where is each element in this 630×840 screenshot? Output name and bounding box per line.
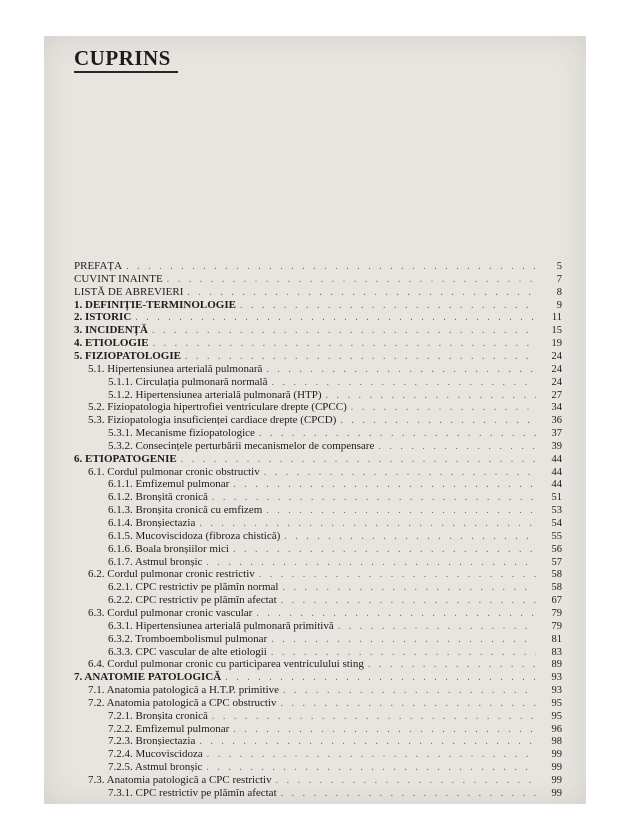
toc-entry-page-number: 67 [551,595,562,607]
dot-leader [282,582,536,593]
toc-entry-page-number: 44 [551,453,562,465]
toc-entry-title: 7.1. Anatomia patologică a H.T.P. primitive [88,684,280,697]
toc-entry-page-number: 9 [556,299,562,311]
dot-leader [266,505,536,516]
dot-leader [368,659,536,670]
toc-entry-page-number: 15 [551,325,562,337]
dot-leader [340,415,536,426]
dot-leader [378,441,536,452]
dot-leader [266,364,536,375]
toc-entry-page-number: 99 [551,787,562,799]
toc-entry-title: 6.4. Cordul pulmonar cronic cu participarea ventriculului sting [88,658,364,671]
toc-entry-page-number: 89 [551,659,562,671]
dot-leader [271,647,536,658]
table-of-contents [44,36,586,804]
toc-entry-page-number: 53 [551,505,562,517]
dot-leader [271,634,536,645]
toc-entry-page-number: 55 [551,530,562,542]
toc-entry-title: 3. INCIDENȚĂ [74,324,148,337]
dot-leader [206,557,536,568]
dot-leader [240,300,536,311]
toc-entry-title: PREFAȚA [74,260,123,272]
dot-leader [276,775,536,786]
toc-entry-title: 7. ANATOMIE PATOLOGICĂ [74,671,222,684]
toc-entry-title: 6.3.1. Hipertensiunea arterială pulmonară primitivă [108,619,334,632]
book-page [44,36,586,804]
toc-entry-page-number: 19 [551,338,562,350]
toc-entry-page-number: 99 [551,762,562,774]
dot-leader [281,788,536,799]
toc-entry-page-number: 36 [551,415,562,427]
dot-leader [338,621,536,632]
toc-entry-title: 6.3.3. CPC vascular de alte etiologii [108,645,267,658]
toc-entry-title: 5.3.2. Consecințele perturbării mecanismelor de compensare [108,439,375,452]
toc-entry-page-number: 83 [551,646,562,658]
dot-leader [281,595,536,606]
dot-leader [283,685,536,696]
toc-entry-title: 6.1.3. Bronșita cronică cu emfizem [108,504,263,517]
toc-entry-page-number: 24 [551,376,562,388]
toc-entry-page-number: 99 [551,749,562,761]
toc-entry-title: CUVINT INAINTE [74,272,163,285]
toc-entry-title: 5.1.2. Hipertensiunea arterială pulmonară (HTP) [108,388,322,401]
toc-entry-page-number: 81 [551,633,562,645]
dot-leader [185,351,536,362]
toc-entry-title: 2. ISTORIC [74,311,132,324]
toc-entry-title: 7.2.4. Mucoviscidoza [108,748,203,761]
toc-entry-page-number: 54 [551,518,562,529]
toc-entry-page-number: 5 [556,261,562,272]
toc-entry-title: 6.3. Cordul pulmonar cronic vascular [88,606,253,619]
toc-entry-title: 6.3.2. Tromboembolismul pulmonar [108,632,268,645]
toc-entry-title: LISTĂ DE ABREVIERI [74,285,184,298]
toc-entry-title: 6.1.1. Emfizemul pulmonar [108,478,230,491]
toc-entry-title: 7.3.1. CPC restrictiv pe plămîn afectat [108,786,277,799]
toc-entry-page-number: 11 [551,312,562,324]
toc-entry-title: 7.2.3. Bronșiectazia [108,735,196,748]
toc-entry-page-number: 27 [551,389,562,401]
toc-entry-title: 5.3.1. Mecanisme fiziopatologice [108,427,255,440]
dot-leader [264,467,536,478]
toc-entry-page-number: 7 [556,273,562,285]
toc-entry-page-number: 44 [551,479,562,491]
dot-leader [212,711,536,722]
dot-leader [233,544,536,555]
dot-leader [199,518,536,529]
toc-entry-title: 7.2. Anatomia patologică a CPC obstructiv [88,696,277,709]
toc-entry-page-number: 57 [551,556,562,568]
toc-entry-title: 7.2.1. Bronșita cronică [108,709,208,722]
toc-entry-title: 6.1. Cordul pulmonar cronic obstructiv [88,465,260,478]
dot-leader [281,698,536,709]
toc-entry-title: 6.1.4. Bronșiectazia [108,517,196,529]
toc-entry-page-number: 79 [551,607,562,619]
dot-leader [259,569,536,580]
toc-entry-title: 6.2. Cordul pulmonar cronic restrictiv [88,568,255,581]
toc-entry-title: 4. ETIOLOGIE [74,337,149,350]
toc-entry-title: 7.2.5. Astmul bronșic [108,761,203,774]
dot-leader [135,312,536,323]
dot-leader [351,402,536,413]
toc-entry-page-number: 93 [551,685,562,697]
toc-entry-title: 5. FIZIOPATOLOGIE [74,349,181,362]
dot-leader [326,390,536,401]
dot-leader [199,736,536,747]
toc-entry-title: 7.2.2. Emfizemul pulmonar [108,722,230,735]
toc-entry-page-number: 56 [551,543,562,555]
dot-leader [256,608,536,619]
dot-leader [206,762,536,773]
toc-entry-page-number: 99 [551,775,562,786]
toc-entry-page-number: 51 [551,492,562,504]
toc-entry-title: 6.1.6. Boala bronșiilor mici [108,542,229,555]
dot-leader [212,492,536,503]
dot-leader [187,287,536,298]
toc-entry-title: 1. DEFINIȚIE-TERMINOLOGIE [74,298,236,311]
toc-entry-page-number: 98 [551,736,562,748]
dot-leader [207,749,536,760]
toc-entry-page-number: 24 [551,350,562,362]
toc-entry-title: 6.2.1. CPC restrictiv pe plămîn normal [108,581,279,594]
toc-entry-title: 5.3. Fiziopatologia insuficienței cardiace drepte (CPCD) [88,414,337,427]
toc-entry-title: 5.1.1. Circulația pulmonară normală [108,375,268,388]
toc-entry-title: 6.2.2. CPC restrictiv pe plămîn afectat [108,594,277,607]
toc-entry-page-number: 37 [551,428,562,440]
toc-entry-page-number: 93 [551,672,562,684]
page-title: CUPRINS [74,46,171,70]
dot-leader [181,454,536,465]
toc-entry-title: 5.1. Hipertensiunea arterială pulmonară [88,362,263,375]
dot-leader [271,377,536,388]
toc-entry-title: 6. ETIOPATOGENIE [74,452,177,465]
toc-entry-page-number: 24 [551,363,562,375]
toc-entry-page-number: 96 [551,723,562,735]
toc-entry-page-number: 8 [556,286,562,298]
toc-entry-title: 7.3. Anatomia patologică a CPC restrictiv [88,774,272,786]
toc-entry-title: 6.1.7. Astmul bronșic [108,555,203,568]
dot-leader [233,479,536,490]
dot-leader [225,672,536,683]
toc-entry-title: 6.1.5. Mucoviscidoza (fibroza chistică) [108,529,281,542]
dot-leader [284,531,536,542]
toc-entry-page-number: 34 [551,402,562,414]
dot-leader [167,274,536,285]
dot-leader [152,325,536,336]
toc-entry-title: 5.2. Fiziopatologia hipertrofiei ventriculare drepte (CPCC) [88,401,347,414]
toc-entry-page-number: 95 [551,710,562,722]
dot-leader [259,428,536,439]
dot-leader [126,261,536,272]
toc-entry-title: 6.1.2. Bronșită cronică [108,491,208,504]
dot-leader [153,338,536,349]
toc-entry-page-number: 39 [551,440,562,452]
toc-entry-page-number: 58 [551,582,562,594]
toc-entry-page-number: 95 [551,697,562,709]
toc-entry-page-number: 79 [551,620,562,632]
toc-entry-page-number: 58 [551,569,562,581]
toc-entry-page-number: 44 [551,466,562,478]
toc-entry [108,787,562,801]
dot-leader [233,724,536,735]
